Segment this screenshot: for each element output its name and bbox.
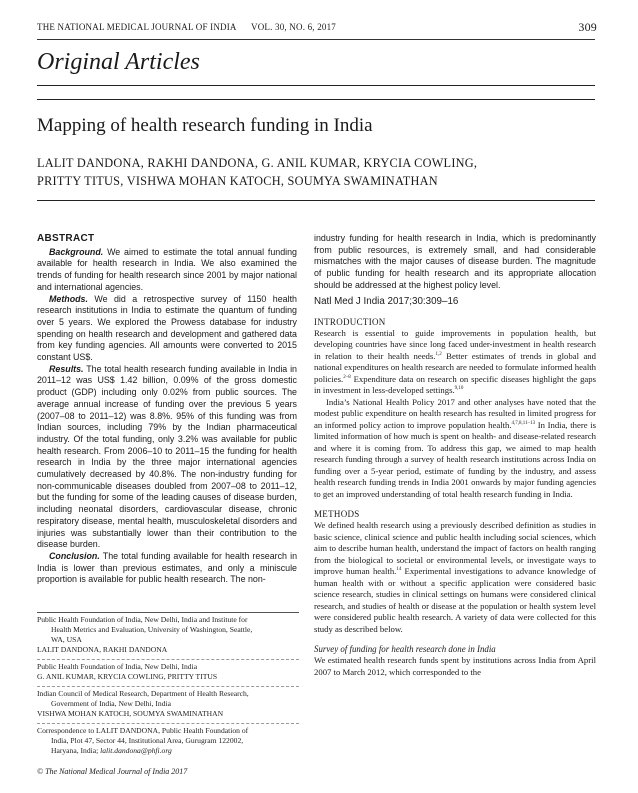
affiliation-line: Health Metrics and Evaluation, University of Washington, Seattle, (51, 625, 253, 634)
abstract-subheading: Background. (49, 246, 104, 257)
correspondence-line (37, 746, 299, 756)
abstract-text: We did a retrospective survey of 1150 health research institutions in India to estimate the quantum of funding over 5 years. We explored the Prowess database for industry spending on health research and development and gathered data from key funding agencies. All amounts were converted to 2015 constant US$. (37, 293, 297, 363)
correspondence-line: India, Plot 47, Sector 44, Institutional Area, Gurugram 122002, (51, 736, 244, 745)
affiliation-authors: VISHWA MOHAN KATOCH, SOUMYA SWAMINATHAN (37, 709, 224, 718)
body-text: India’s National Health Policy 2017 and other analyses have noted that the modest public expenditure on health research has resulted in limited progress for an informed policy action to improve population health. (314, 396, 596, 430)
correspondence-line: Correspondence to LALIT DANDONA, Public Health Foundation of (37, 726, 249, 735)
volume-issue: VOL. 30, NO. 6, 2017 (251, 22, 336, 32)
running-head (37, 22, 597, 36)
journal-name: THE NATIONAL MEDICAL JOURNAL OF INDIA (37, 22, 237, 32)
body-paragraph (314, 328, 596, 397)
section-heading-methods: METHODS (314, 509, 360, 520)
footnote-rule (37, 612, 299, 613)
copyright-notice: © The National Medical Journal of India 2017 (37, 767, 188, 776)
author-line: PRITTY TITUS, VISHWA MOHAN KATOCH, SOUMYA SWAMINATHAN (37, 174, 438, 188)
body-text: Research is essential to guide improvements in population health, but developing countries have since long faced under-investment in health research in relation to their health needs. (314, 327, 596, 361)
body-text: We defined health research using a previously described definition as studies in basic science, clinical science and public health including social sciences, which aim to describe human health, understand the impact of factors on health ranging from the biological to societal or environmental levels, or investigate ways to improve human health. (314, 520, 596, 577)
body-paragraph: We estimated health research funds spent by institutions across India from April 2007 to March 2012, which corresponded to the (314, 655, 596, 677)
header-rule (37, 39, 595, 40)
author-line: LALIT DANDONA, RAKHI DANDONA, G. ANIL KUMAR, KRYCIA COWLING, (37, 156, 478, 170)
abstract-background (37, 247, 297, 294)
affiliation (37, 689, 299, 719)
body-text: Experimental investigations to advance knowledge of human health with or without a specific application were considered basic science research, studies in clinical settings on humans were considered clinical research, and studies of health or disease at the population or health system level were considered public health research. A variety of data were collected for this study as described below. (314, 566, 596, 634)
affiliation-line: Indian Council of Medical Research, Department of Health Research, (37, 689, 249, 698)
affiliation-authors: G. ANIL KUMAR, KRYCIA COWLING, PRITTY TITUS (37, 672, 218, 681)
body-paragraph (314, 520, 596, 635)
affiliation-line: WA, USA (51, 635, 82, 644)
correspondence (37, 726, 299, 756)
body-paragraph (314, 397, 596, 501)
section-rule (37, 85, 595, 86)
page-number: 309 (578, 20, 597, 34)
title-bottom-rule (37, 200, 595, 201)
subsection-heading: Survey of funding for health research done in India (314, 644, 496, 655)
author-list (37, 154, 597, 190)
abstract-subheading: Results. (49, 363, 84, 374)
abstract-heading: ABSTRACT (37, 233, 95, 244)
abstract-conclusion (37, 551, 297, 586)
affiliation-divider (37, 659, 299, 660)
body-text: Better estimates of trends in global and national expenditures on health research are needed to formulate informed health policies. (314, 350, 596, 384)
abstract (37, 233, 297, 586)
affiliation (37, 662, 299, 682)
reference-marker: 1,2 (435, 351, 442, 357)
abstract-methods (37, 294, 297, 364)
body-text: In India, there is limited information of how much is spent on health- and disease-related research and where it is coming from. To address this gap, we aimed to map health research funding through a survey of health research institutions across India on funding over a 5-year period, estimate of funding by the industry, and assess health research funding trends in India 2001 onwards by major funding agencies to get an improved understanding of total health research funding in India. (314, 419, 596, 499)
abstract-subheading: Methods. (49, 293, 88, 304)
abstract-subheading: Conclusion. (49, 550, 100, 561)
correspondence-address: Haryana, India; (51, 746, 99, 755)
abstract-text: The total funding available for health research in India is lower than previous estimates, and only a miniscule proportion is available for public health research. The non- (37, 550, 298, 585)
right-column (314, 233, 596, 678)
affiliation-divider (37, 723, 299, 724)
correspondence-email[interactable]: lalit.dandona@phfi.org (100, 746, 172, 755)
article-title: Mapping of health research funding in India (37, 115, 373, 136)
affiliation-line: Public Health Foundation of India, New Delhi, India and Institute for (37, 615, 248, 624)
abstract-results (37, 364, 297, 551)
affiliation (37, 615, 299, 655)
reference-marker: 2–8 (343, 374, 351, 380)
reference-marker: 4,7,8,11–13 (511, 420, 536, 426)
section-heading-introduction: INTRODUCTION (314, 316, 386, 327)
section-title: Original Articles (37, 49, 200, 75)
body-text: Expenditure data on research on specific diseases highlight the gaps in investment in less-developed settings. (314, 373, 596, 396)
title-top-rule (37, 99, 595, 100)
affiliation-line: Public Health Foundation of India, New Delhi, India (37, 662, 198, 671)
citation: Natl Med J India 2017;30:309–16 (314, 295, 459, 307)
abstract-text: The total health research funding available in India in 2011–12 was US$ 1.42 billion, 0.09% of the gross domestic product (GDP) including only 0.02% from public sources. The average annual increase of funding over the previous 5 years (2007–08 to 2011–12) was 8.8%. 95% of this funding was from Indian sources, including 79% by the Indian pharmaceutical industry. Of the total funding, only 3.2% was available for public health research. From 2006–10 to 2011–15 the funding for health research in India by the three major international agencies cumulatively decreased by 40.8%. The non-industry funding for non-communicable diseases doubled from 2007–08 to 2011–12, but the funding for some of the leading causes of disease burden, including neonatal disorders, cardiovascular disease, chronic respiratory disease, mental health, musculoskeletal disorders and injuries was substantially lower than their contribution to the disease burden. (37, 363, 297, 550)
abstract-text: We aimed to estimate the total annual funding available for health research in India. We also examined the trends of funding for health research since 2001 by major national and international agencies. (37, 246, 297, 292)
affiliation-divider (37, 686, 299, 687)
reference-marker: 14 (396, 567, 402, 573)
affiliation-authors: LALIT DANDONA, RAKHI DANDONA (37, 645, 168, 654)
reference-marker: 9,10 (454, 386, 464, 392)
abstract-continuation: industry funding for health research in India, which is predominantly from public resources, is extremely small, and had considerable mismatches with the major causes of disease burden. The magnitude of public funding for health research and its appropriate allocation should be addressed at the highest policy level. (314, 233, 596, 290)
affiliation-line: Government of India, New Delhi, India (51, 699, 171, 708)
